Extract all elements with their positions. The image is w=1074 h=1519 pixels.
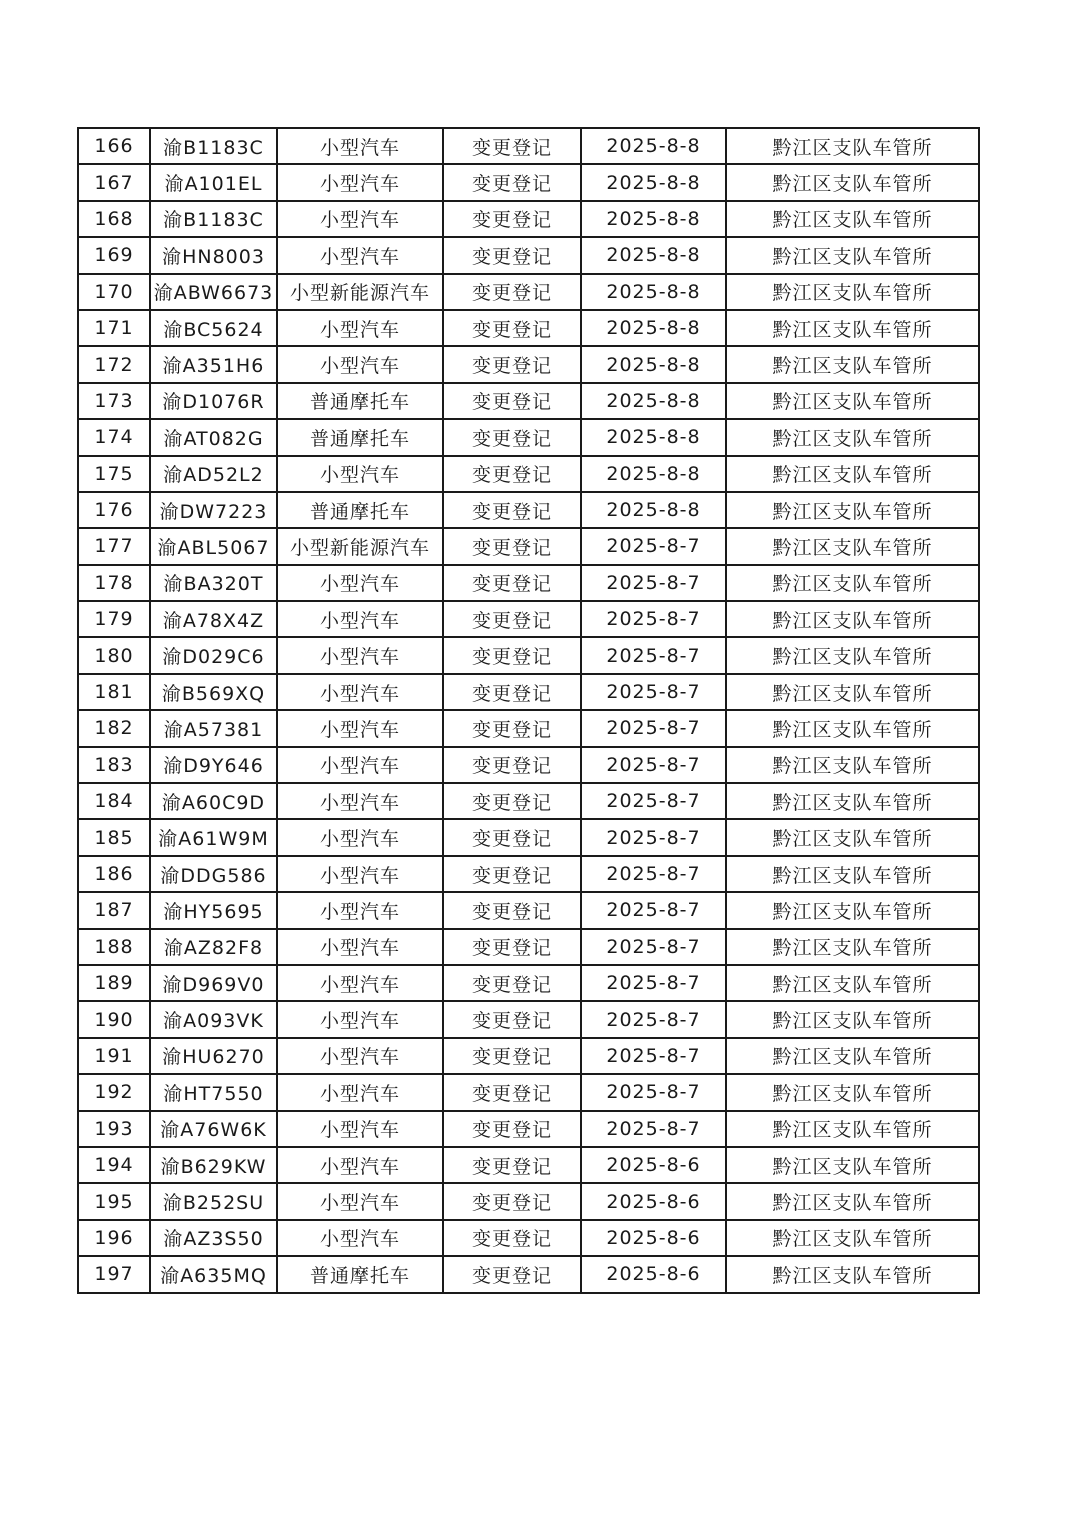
- plate-number-cell: 渝A60C9D: [150, 783, 277, 819]
- table-row: [78, 1147, 979, 1183]
- office-cell: 黔江区支队车管所: [726, 1038, 979, 1074]
- table-row: [78, 1256, 979, 1292]
- business-type-cell: 变更登记: [443, 674, 581, 710]
- row-number-cell: 193: [78, 1111, 150, 1147]
- plate-number-cell: 渝A351H6: [150, 346, 277, 382]
- plate-number-cell: 渝BA320T: [150, 565, 277, 601]
- office-cell: 黔江区支队车管所: [726, 1074, 979, 1110]
- office-cell: 黔江区支队车管所: [726, 128, 979, 164]
- row-number-cell: 170: [78, 274, 150, 310]
- row-number-cell: 196: [78, 1220, 150, 1256]
- row-number-cell: 184: [78, 783, 150, 819]
- plate-number-cell: 渝D1076R: [150, 383, 277, 419]
- business-type-cell: 变更登记: [443, 1183, 581, 1219]
- date-cell: 2025-8-6: [581, 1256, 726, 1292]
- business-type-cell: 变更登记: [443, 128, 581, 164]
- date-cell: 2025-8-6: [581, 1147, 726, 1183]
- business-type-cell: 变更登记: [443, 1147, 581, 1183]
- office-cell: 黔江区支队车管所: [726, 201, 979, 237]
- table-row: [78, 1220, 979, 1256]
- row-number-cell: 183: [78, 747, 150, 783]
- date-cell: 2025-8-7: [581, 819, 726, 855]
- office-cell: 黔江区支队车管所: [726, 856, 979, 892]
- table-row: [78, 1038, 979, 1074]
- table-row: [78, 346, 979, 382]
- business-type-cell: 变更登记: [443, 1038, 581, 1074]
- plate-number-cell: 渝A57381: [150, 710, 277, 746]
- vehicle-type-cell: 小型新能源汽车: [277, 274, 443, 310]
- row-number-cell: 169: [78, 237, 150, 273]
- row-number-cell: 190: [78, 1001, 150, 1037]
- vehicle-type-cell: 小型汽车: [277, 310, 443, 346]
- row-number-cell: 192: [78, 1074, 150, 1110]
- table-row: [78, 710, 979, 746]
- business-type-cell: 变更登记: [443, 237, 581, 273]
- vehicle-type-cell: 普通摩托车: [277, 383, 443, 419]
- plate-number-cell: 渝A635MQ: [150, 1256, 277, 1292]
- plate-number-cell: 渝HU6270: [150, 1038, 277, 1074]
- office-cell: 黔江区支队车管所: [726, 929, 979, 965]
- plate-number-cell: 渝B252SU: [150, 1183, 277, 1219]
- business-type-cell: 变更登记: [443, 965, 581, 1001]
- office-cell: 黔江区支队车管所: [726, 164, 979, 200]
- vehicle-type-cell: 小型汽车: [277, 1038, 443, 1074]
- plate-number-cell: 渝BC5624: [150, 310, 277, 346]
- date-cell: 2025-8-8: [581, 310, 726, 346]
- plate-number-cell: 渝AZ82F8: [150, 929, 277, 965]
- business-type-cell: 变更登记: [443, 1001, 581, 1037]
- row-number-cell: 188: [78, 929, 150, 965]
- table-row: [78, 164, 979, 200]
- vehicle-type-cell: 小型汽车: [277, 565, 443, 601]
- plate-number-cell: 渝A76W6K: [150, 1111, 277, 1147]
- table-row: [78, 492, 979, 528]
- date-cell: 2025-8-7: [581, 1001, 726, 1037]
- plate-number-cell: 渝HY5695: [150, 892, 277, 928]
- table-row: [78, 783, 979, 819]
- office-cell: 黔江区支队车管所: [726, 747, 979, 783]
- row-number-cell: 172: [78, 346, 150, 382]
- date-cell: 2025-8-7: [581, 710, 726, 746]
- row-number-cell: 166: [78, 128, 150, 164]
- table-row: [78, 965, 979, 1001]
- date-cell: 2025-8-7: [581, 637, 726, 673]
- plate-number-cell: 渝B1183C: [150, 128, 277, 164]
- table-row: [78, 419, 979, 455]
- vehicle-type-cell: 小型汽车: [277, 637, 443, 673]
- office-cell: 黔江区支队车管所: [726, 710, 979, 746]
- date-cell: 2025-8-6: [581, 1183, 726, 1219]
- date-cell: 2025-8-8: [581, 492, 726, 528]
- table-row: [78, 819, 979, 855]
- date-cell: 2025-8-8: [581, 201, 726, 237]
- office-cell: 黔江区支队车管所: [726, 565, 979, 601]
- date-cell: 2025-8-7: [581, 747, 726, 783]
- business-type-cell: 变更登记: [443, 856, 581, 892]
- plate-number-cell: 渝B569XQ: [150, 674, 277, 710]
- table-row: [78, 1001, 979, 1037]
- vehicle-type-cell: 小型汽车: [277, 164, 443, 200]
- row-number-cell: 175: [78, 456, 150, 492]
- vehicle-type-cell: 小型汽车: [277, 710, 443, 746]
- office-cell: 黔江区支队车管所: [726, 1001, 979, 1037]
- date-cell: 2025-8-7: [581, 856, 726, 892]
- office-cell: 黔江区支队车管所: [726, 456, 979, 492]
- table-row: [78, 1074, 979, 1110]
- business-type-cell: 变更登记: [443, 892, 581, 928]
- date-cell: 2025-8-8: [581, 164, 726, 200]
- plate-number-cell: 渝D029C6: [150, 637, 277, 673]
- business-type-cell: 变更登记: [443, 783, 581, 819]
- table-row: [78, 747, 979, 783]
- date-cell: 2025-8-6: [581, 1220, 726, 1256]
- business-type-cell: 变更登记: [443, 346, 581, 382]
- vehicle-type-cell: 小型新能源汽车: [277, 528, 443, 564]
- date-cell: 2025-8-7: [581, 674, 726, 710]
- table-row: [78, 929, 979, 965]
- row-number-cell: 176: [78, 492, 150, 528]
- business-type-cell: 变更登记: [443, 419, 581, 455]
- date-cell: 2025-8-7: [581, 601, 726, 637]
- date-cell: 2025-8-7: [581, 929, 726, 965]
- table-row: [78, 1111, 979, 1147]
- date-cell: 2025-8-7: [581, 965, 726, 1001]
- table-row: [78, 674, 979, 710]
- plate-number-cell: 渝AT082G: [150, 419, 277, 455]
- row-number-cell: 191: [78, 1038, 150, 1074]
- row-number-cell: 197: [78, 1256, 150, 1292]
- plate-number-cell: 渝D969V0: [150, 965, 277, 1001]
- business-type-cell: 变更登记: [443, 492, 581, 528]
- office-cell: 黔江区支队车管所: [726, 528, 979, 564]
- table-row: [78, 310, 979, 346]
- office-cell: 黔江区支队车管所: [726, 892, 979, 928]
- document-sheet: [77, 127, 978, 1294]
- plate-number-cell: 渝B1183C: [150, 201, 277, 237]
- vehicle-type-cell: 小型汽车: [277, 892, 443, 928]
- date-cell: 2025-8-8: [581, 383, 726, 419]
- vehicle-type-cell: 小型汽车: [277, 929, 443, 965]
- business-type-cell: 变更登记: [443, 637, 581, 673]
- plate-number-cell: 渝HT7550: [150, 1074, 277, 1110]
- table-row: [78, 856, 979, 892]
- plate-number-cell: 渝ABW6673: [150, 274, 277, 310]
- plate-number-cell: 渝A093VK: [150, 1001, 277, 1037]
- business-type-cell: 变更登记: [443, 201, 581, 237]
- date-cell: 2025-8-7: [581, 892, 726, 928]
- business-type-cell: 变更登记: [443, 456, 581, 492]
- business-type-cell: 变更登记: [443, 383, 581, 419]
- business-type-cell: 变更登记: [443, 1220, 581, 1256]
- business-type-cell: 变更登记: [443, 310, 581, 346]
- plate-number-cell: 渝DW7223: [150, 492, 277, 528]
- row-number-cell: 171: [78, 310, 150, 346]
- plate-number-cell: 渝ABL5067: [150, 528, 277, 564]
- office-cell: 黔江区支队车管所: [726, 783, 979, 819]
- date-cell: 2025-8-8: [581, 456, 726, 492]
- plate-number-cell: 渝D9Y646: [150, 747, 277, 783]
- table-row: [78, 565, 979, 601]
- date-cell: 2025-8-7: [581, 1074, 726, 1110]
- vehicle-type-cell: 普通摩托车: [277, 419, 443, 455]
- date-cell: 2025-8-8: [581, 128, 726, 164]
- row-number-cell: 177: [78, 528, 150, 564]
- vehicle-type-cell: 小型汽车: [277, 237, 443, 273]
- office-cell: 黔江区支队车管所: [726, 1183, 979, 1219]
- office-cell: 黔江区支队车管所: [726, 419, 979, 455]
- table-row: [78, 637, 979, 673]
- row-number-cell: 195: [78, 1183, 150, 1219]
- row-number-cell: 173: [78, 383, 150, 419]
- vehicle-type-cell: 小型汽车: [277, 128, 443, 164]
- business-type-cell: 变更登记: [443, 1111, 581, 1147]
- vehicle-type-cell: 小型汽车: [277, 201, 443, 237]
- row-number-cell: 194: [78, 1147, 150, 1183]
- plate-number-cell: 渝AD52L2: [150, 456, 277, 492]
- vehicle-type-cell: 普通摩托车: [277, 1256, 443, 1292]
- office-cell: 黔江区支队车管所: [726, 965, 979, 1001]
- vehicle-type-cell: 小型汽车: [277, 1147, 443, 1183]
- date-cell: 2025-8-7: [581, 528, 726, 564]
- business-type-cell: 变更登记: [443, 565, 581, 601]
- row-number-cell: 174: [78, 419, 150, 455]
- row-number-cell: 168: [78, 201, 150, 237]
- table-row: [78, 383, 979, 419]
- office-cell: 黔江区支队车管所: [726, 1111, 979, 1147]
- plate-number-cell: 渝A78X4Z: [150, 601, 277, 637]
- vehicle-type-cell: 小型汽车: [277, 1001, 443, 1037]
- vehicle-type-cell: 普通摩托车: [277, 492, 443, 528]
- business-type-cell: 变更登记: [443, 1256, 581, 1292]
- table-body: [78, 128, 979, 1293]
- date-cell: 2025-8-7: [581, 1111, 726, 1147]
- table-row: [78, 528, 979, 564]
- business-type-cell: 变更登记: [443, 929, 581, 965]
- plate-number-cell: 渝A61W9M: [150, 819, 277, 855]
- business-type-cell: 变更登记: [443, 710, 581, 746]
- business-type-cell: 变更登记: [443, 601, 581, 637]
- office-cell: 黔江区支队车管所: [726, 310, 979, 346]
- vehicle-type-cell: 小型汽车: [277, 856, 443, 892]
- office-cell: 黔江区支队车管所: [726, 819, 979, 855]
- plate-number-cell: 渝A101EL: [150, 164, 277, 200]
- vehicle-type-cell: 小型汽车: [277, 674, 443, 710]
- business-type-cell: 变更登记: [443, 528, 581, 564]
- office-cell: 黔江区支队车管所: [726, 237, 979, 273]
- table-row: [78, 892, 979, 928]
- row-number-cell: 187: [78, 892, 150, 928]
- date-cell: 2025-8-8: [581, 346, 726, 382]
- row-number-cell: 182: [78, 710, 150, 746]
- row-number-cell: 185: [78, 819, 150, 855]
- plate-number-cell: 渝DDG586: [150, 856, 277, 892]
- office-cell: 黔江区支队车管所: [726, 383, 979, 419]
- registration-table: [77, 127, 980, 1294]
- table-row: [78, 601, 979, 637]
- date-cell: 2025-8-7: [581, 565, 726, 601]
- vehicle-type-cell: 小型汽车: [277, 1220, 443, 1256]
- office-cell: 黔江区支队车管所: [726, 674, 979, 710]
- date-cell: 2025-8-7: [581, 783, 726, 819]
- row-number-cell: 186: [78, 856, 150, 892]
- plate-number-cell: 渝AZ3S50: [150, 1220, 277, 1256]
- business-type-cell: 变更登记: [443, 274, 581, 310]
- table-row: [78, 201, 979, 237]
- row-number-cell: 179: [78, 601, 150, 637]
- vehicle-type-cell: 小型汽车: [277, 1074, 443, 1110]
- vehicle-type-cell: 小型汽车: [277, 747, 443, 783]
- business-type-cell: 变更登记: [443, 819, 581, 855]
- date-cell: 2025-8-8: [581, 237, 726, 273]
- vehicle-type-cell: 小型汽车: [277, 965, 443, 1001]
- row-number-cell: 189: [78, 965, 150, 1001]
- office-cell: 黔江区支队车管所: [726, 1147, 979, 1183]
- office-cell: 黔江区支队车管所: [726, 274, 979, 310]
- table-row: [78, 274, 979, 310]
- date-cell: 2025-8-8: [581, 419, 726, 455]
- table-row: [78, 128, 979, 164]
- date-cell: 2025-8-7: [581, 1038, 726, 1074]
- office-cell: 黔江区支队车管所: [726, 1256, 979, 1292]
- vehicle-type-cell: 小型汽车: [277, 783, 443, 819]
- row-number-cell: 181: [78, 674, 150, 710]
- date-cell: 2025-8-8: [581, 274, 726, 310]
- vehicle-type-cell: 小型汽车: [277, 1183, 443, 1219]
- office-cell: 黔江区支队车管所: [726, 637, 979, 673]
- office-cell: 黔江区支队车管所: [726, 1220, 979, 1256]
- vehicle-type-cell: 小型汽车: [277, 819, 443, 855]
- row-number-cell: 178: [78, 565, 150, 601]
- business-type-cell: 变更登记: [443, 747, 581, 783]
- vehicle-type-cell: 小型汽车: [277, 1111, 443, 1147]
- vehicle-type-cell: 小型汽车: [277, 456, 443, 492]
- table-row: [78, 1183, 979, 1219]
- vehicle-type-cell: 小型汽车: [277, 601, 443, 637]
- office-cell: 黔江区支队车管所: [726, 601, 979, 637]
- table-row: [78, 237, 979, 273]
- office-cell: 黔江区支队车管所: [726, 492, 979, 528]
- plate-number-cell: 渝B629KW: [150, 1147, 277, 1183]
- plate-number-cell: 渝HN8003: [150, 237, 277, 273]
- business-type-cell: 变更登记: [443, 1074, 581, 1110]
- row-number-cell: 167: [78, 164, 150, 200]
- office-cell: 黔江区支队车管所: [726, 346, 979, 382]
- row-number-cell: 180: [78, 637, 150, 673]
- vehicle-type-cell: 小型汽车: [277, 346, 443, 382]
- table-row: [78, 456, 979, 492]
- business-type-cell: 变更登记: [443, 164, 581, 200]
